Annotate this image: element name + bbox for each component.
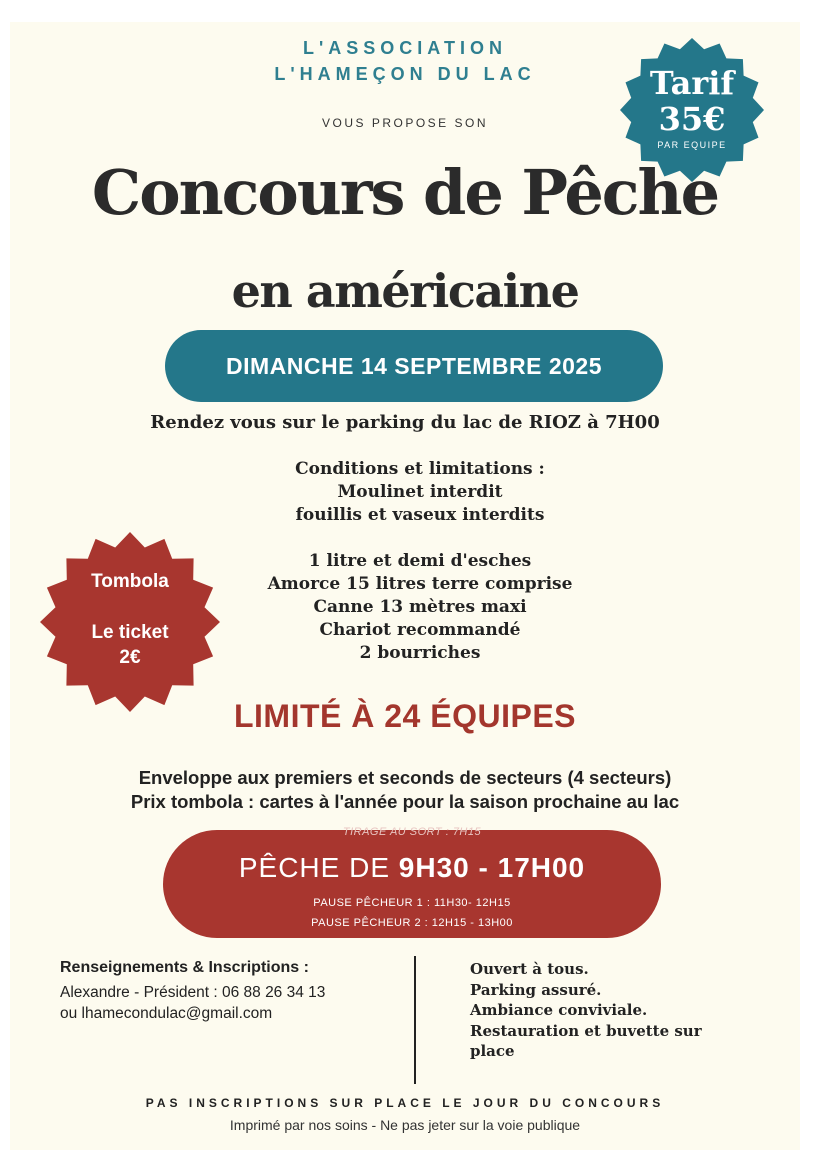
association-line-2: L'HAMEÇON DU LAC [274, 64, 536, 84]
prizes-text [10, 766, 800, 814]
list-item: Conditions et limitations : [295, 459, 545, 479]
list-item: Moulinet interdit [337, 482, 503, 502]
tarif-label: Tarif [649, 64, 735, 102]
association-line-1: L'ASSOCIATION [303, 38, 507, 58]
prize-line: Prix tombola : cartes à l'année pour la saison prochaine au lac [130, 791, 680, 812]
list-item: Ouvert à tous. [470, 960, 589, 978]
list-item: 1 litre et demi d'esches [308, 551, 532, 571]
list-item: Restauration et buvette sur [470, 1021, 702, 1040]
list-item: fouillis et vaseux interdits [295, 505, 545, 525]
poster [10, 22, 800, 1150]
pause-2: PAUSE PÊCHEUR 2 : 12H15 - 13H00 [311, 917, 513, 929]
list-item: place [470, 1042, 515, 1060]
list-item: Ambiance conviviale. [470, 1001, 648, 1019]
date-text: DIMANCHE 14 SEPTEMBRE 2025 [226, 352, 602, 379]
tarif-price: 35€ [658, 100, 726, 138]
list-item: Amorce 15 litres terre comprise [267, 574, 573, 594]
registration-notice: PAS INSCRIPTIONS SUR PLACE LE JOUR DU CONCOURS [145, 1096, 665, 1110]
date-banner [165, 330, 663, 402]
tirage-text: TIRAGE AU SORT : 7H15 [342, 826, 482, 838]
page-subtitle: en américaine [231, 264, 579, 318]
list-item: Chariot recommandé [319, 620, 521, 640]
list-item: Parking assuré. [470, 980, 602, 999]
features-list [470, 959, 740, 1062]
propose-text: VOUS PROPOSE SON [321, 116, 489, 130]
tarif-note: PAR EQUIPE [657, 140, 727, 150]
contact-phone: Alexandre - Président : 06 88 26 34 13 [60, 984, 326, 1001]
rendezvous-text: Rendez vous sur le parking du lac de RIOZ à 7H00 [150, 412, 660, 433]
tombola-ticket: Le ticket [91, 622, 169, 643]
team-limit: LIMITÉ À 24 ÉQUIPES [233, 698, 576, 734]
schedule-banner [163, 826, 661, 938]
fishing-hours [163, 852, 661, 884]
prize-line: Enveloppe aux premiers et seconds de secteurs (4 secteurs) [138, 767, 672, 788]
contact-email: ou lhamecondulac@gmail.com [60, 1005, 273, 1022]
tombola-price: 2€ [119, 647, 141, 668]
list-item [160, 527, 680, 550]
fishing-hours-prefix: PÊCHE DE [238, 852, 399, 883]
contact-heading: Renseignements & Inscriptions : [60, 959, 309, 976]
fishing-hours-value: 9H30 - 17H00 [398, 852, 586, 883]
list-item: Canne 13 mètres maxi [313, 597, 527, 617]
contact-block [60, 957, 325, 1024]
print-notice: Imprimé par nos soins - Ne pas jeter sur la voie publique [229, 1117, 581, 1133]
tombola-label: Tombola [91, 571, 169, 592]
page-title: Concours de Pêche [91, 156, 719, 229]
list-item: 2 bourriches [359, 643, 481, 663]
conditions-list [160, 458, 680, 665]
vertical-divider [414, 956, 416, 1084]
pause-1: PAUSE PÊCHEUR 1 : 11H30- 12H15 [313, 897, 511, 909]
